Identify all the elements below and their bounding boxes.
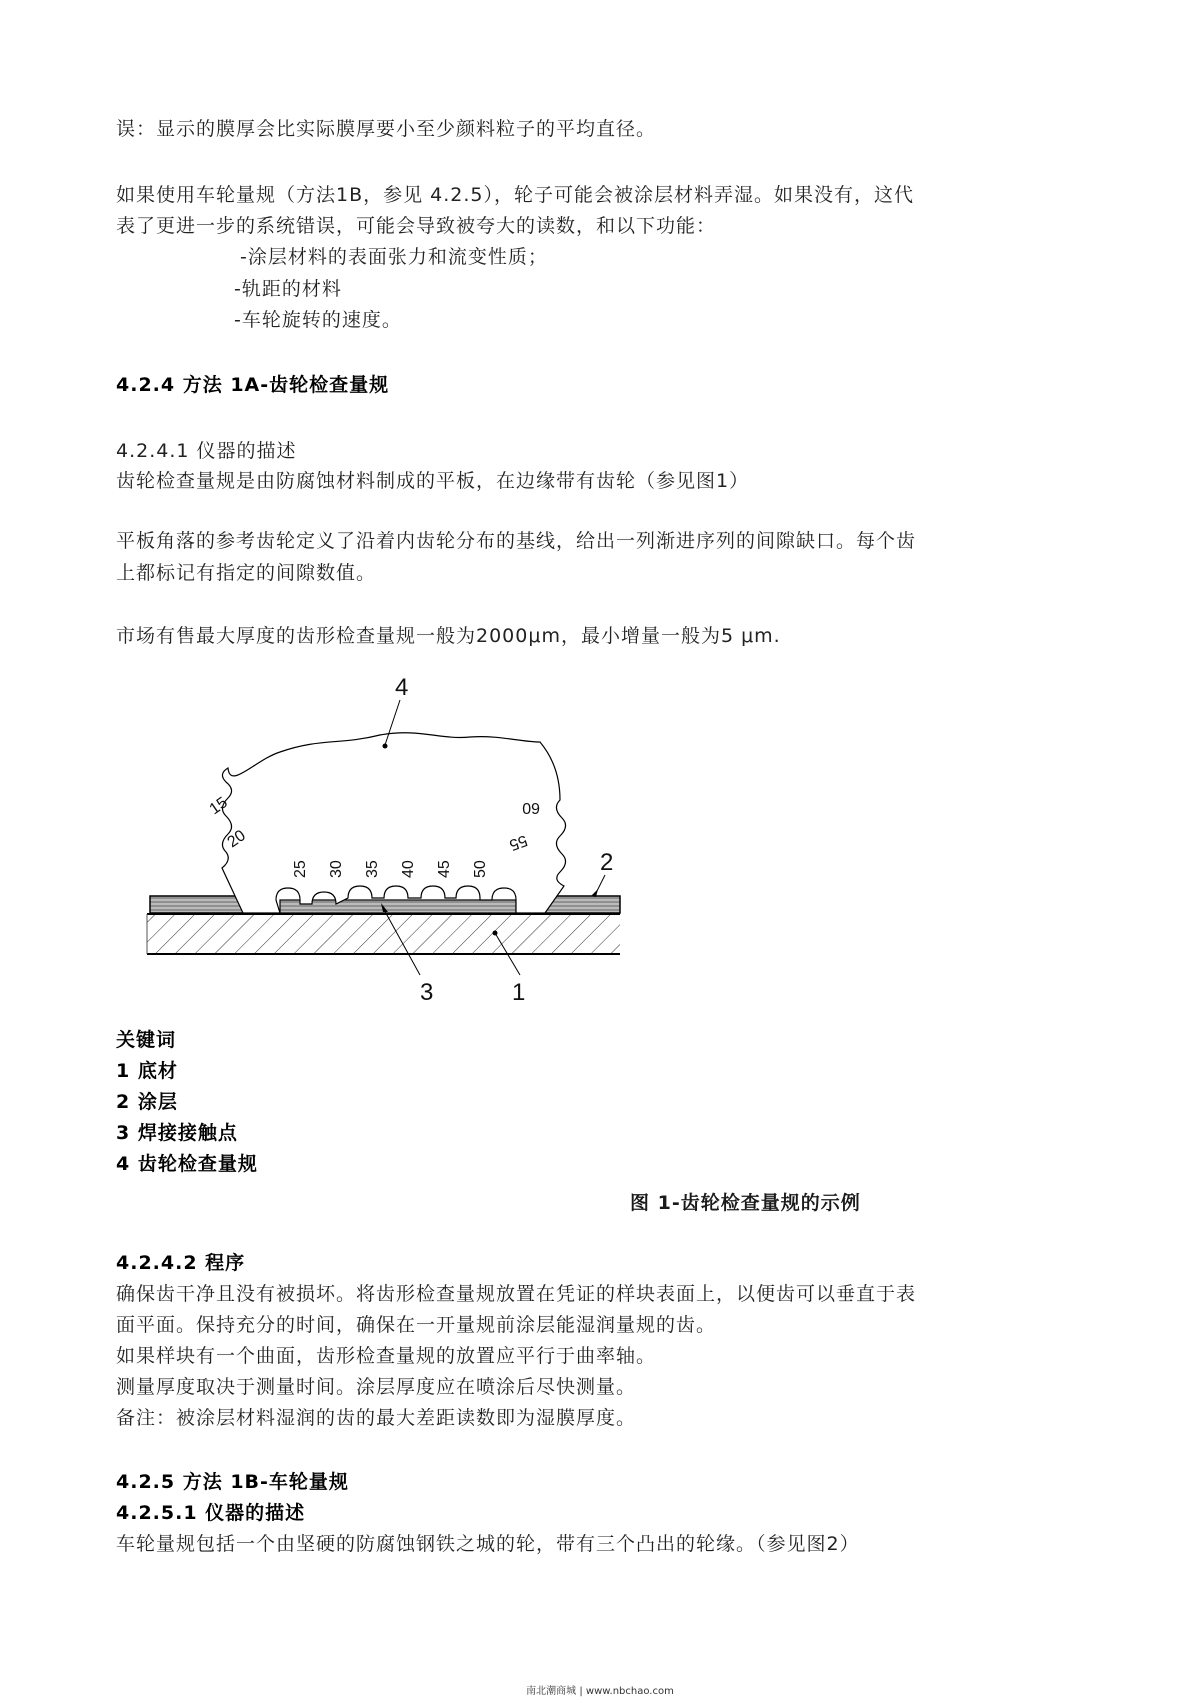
callout-4: 4 [395,674,409,701]
figure-1-caption: 图 1-齿轮检查量规的示例 [630,1192,861,1214]
tooth-label-20: 20 [224,827,249,852]
figure-key-item: 3 焊接接触点 [116,1122,238,1144]
tooth-label-35: 35 [364,860,381,878]
tooth-label-15: 15 [206,794,231,819]
subsection-heading-4-2-4-2: 4.2.4.2 程序 [116,1252,246,1274]
tooth-label-45: 45 [436,860,453,878]
callout-1: 1 [512,979,526,1006]
paragraph-wheel-gauge-line2: 表了更进一步的系统错误，可能会导致被夸大的读数，和以下功能： [116,215,717,237]
list-item: -涂层材料的表面张力和流变性质； [240,246,548,268]
tooth-label-30: 30 [328,860,345,878]
procedure-note: 备注：被涂层材料湿润的齿的最大差距读数即为湿膜厚度。 [116,1407,637,1429]
paragraph-thickness-range: 市场有售最大厚度的齿形检查量规一般为2000μm，最小增量一般为5 μm. [116,625,781,647]
tooth-label-50: 50 [472,860,489,878]
figure-key-item: 4 齿轮检查量规 [116,1153,258,1175]
tooth-label-55: 55 [506,831,530,854]
paragraph-wheel-gauge-description: 车轮量规包括一个由坚硬的防腐蚀钢铁之城的轮，带有三个凸出的轮缘。（参见图2） [116,1533,860,1555]
paragraph-reference-teeth-line1: 平板角落的参考齿轮定义了沿着内齿轮分布的基线，给出一列渐进序列的间隙缺口。每个齿 [116,530,917,552]
page-footer-watermark: 南北潮商城 | www.nbchao.com [526,1686,674,1697]
subsection-heading-4-2-5-1: 4.2.5.1 仪器的描述 [116,1502,306,1524]
callout-3: 3 [420,979,434,1006]
paragraph-error-note: 误：显示的膜厚会比实际膜厚要小至少颜料粒子的平均直径。 [116,118,657,140]
figure-key-item: 1 底材 [116,1060,178,1082]
section-heading-4-2-5: 4.2.5 方法 1B-车轮量规 [116,1471,349,1493]
callout-2: 2 [600,849,614,876]
figure-1-comb-gauge-diagram [140,660,660,1020]
paragraph-description: 齿轮检查量规是由防腐蚀材料制成的平板，在边缘带有齿轮（参见图1） [116,470,750,492]
paragraph-reference-teeth-line2: 上都标记有指定的间隙数值。 [116,562,377,584]
procedure-line: 测量厚度取决于测量时间。涂层厚度应在喷涂后尽快测量。 [116,1376,637,1398]
tooth-label-25: 25 [292,860,309,878]
section-heading-4-2-4: 4.2.4 方法 1A-齿轮检查量规 [116,374,390,396]
procedure-line: 如果样块有一个曲面，齿形检查量规的放置应平行于曲率轴。 [116,1345,657,1367]
tooth-label-40: 40 [400,860,417,878]
subsection-heading-4-2-4-1: 4.2.4.1 仪器的描述 [116,440,297,462]
tooth-label-60: 60 [522,799,540,816]
figure-key-item: 2 涂层 [116,1091,178,1113]
list-item: -车轮旋转的速度。 [234,309,402,331]
procedure-line: 面平面。保持充分的时间，确保在一开量规前涂层能湿润量规的齿。 [116,1314,717,1336]
list-item: -轨距的材料 [234,278,342,300]
procedure-line: 确保齿干净且没有被损坏。将齿形检查量规放置在凭证的样块表面上，以便齿可以垂直于表 [116,1283,917,1305]
paragraph-wheel-gauge-line1: 如果使用车轮量规（方法1B，参见 4.2.5），轮子可能会被涂层材料弄湿。如果没有，这代 [116,184,915,206]
figure-key-title: 关键词 [116,1029,177,1051]
